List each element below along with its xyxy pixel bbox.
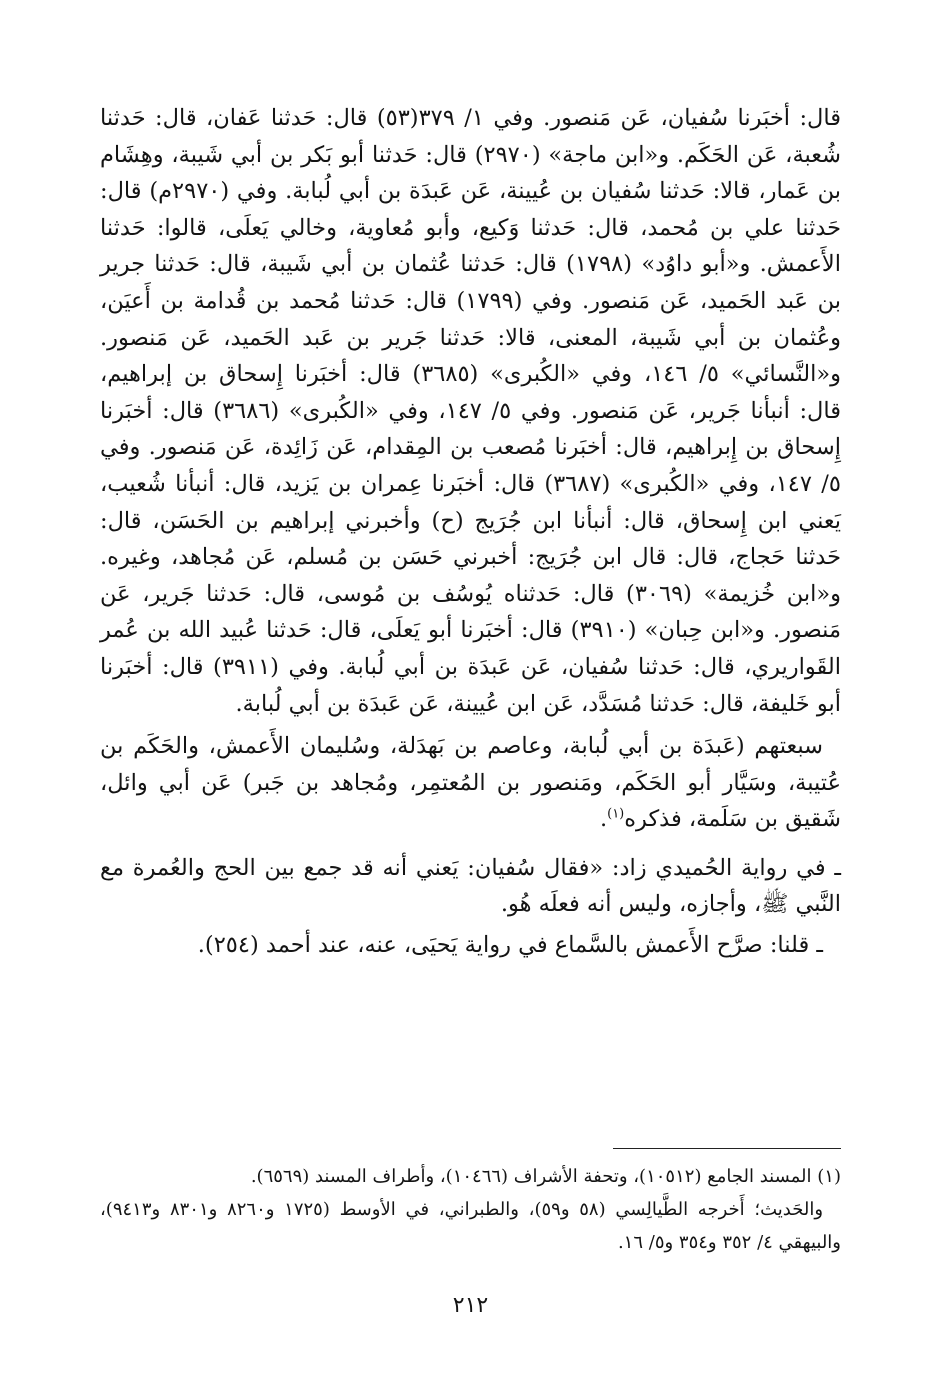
note-humaydi: ـ في رواية الحُميدي زاد: «فقال سُفيان: يَعني أنه قد جمع بين الحج والعُمرة مع النَّبي ﷺ، وأجازه، وليس أنه فعلَه هُو. — [100, 854, 841, 918]
summary-text: سبعتهم (عَبدَة بن أبي لُبابة، وعاصم بن بَهدَلة، وسُليمان الأَعمش، والحَكَم بن عُتيبة، وسَيَّار أبو الحَكَم، ومَنصور بن المُعتمِر، ومُجاهد بن جَبر) عَن أبي وائل، شَقيق بن سَلَمة، فذكره — [100, 733, 841, 833]
page-number: ٢١٢ — [452, 1293, 489, 1318]
footnote-1: (١) المسند الجامع (١٠٥١٢)، وتحفة الأشراف (١٠٤٦٦)، وأطراف المسند (٦٥٦٩). — [250, 1166, 841, 1187]
summary-paragraph: سبعتهم (عَبدَة بن أبي لُبابة، وعاصم بن بَهدَلة، وسُليمان الأَعمش، والحَكَم بن عُتيبة، وسَيَّار أبو الحَكَم، ومَنصور بن المُعتمِر، ومُجاهد بن جَبر) عَن أبي وائل، شَقيق بن سَلَمة، فذكره$^{(١)}$. — [100, 733, 841, 833]
note-amash: ـ قلنا: صرَّح الأَعمش بالسَّماع في رواية يَحيَى، عنه، عند أحمد (٢٥٤). — [197, 932, 823, 959]
footnote-2: والحَديث؛ أَخرجه الطَّيالِسي (٥٨ و٥٩)، والطبراني، في الأوسط (١٧٢٥ و٨٢٦٠ و٨٣٠١ و٩٤١٣)، والبيهقي ٤/ ٣٥٢ و٣٥٤ و٥/ ١٦. — [100, 1199, 841, 1253]
page-body — [100, 100, 841, 964]
footnote-marker: (١) — [607, 806, 625, 822]
main-paragraph: قال: أخبَرنا سُفيان، عَن مَنصور. وفي ١/ ٣٧٩(٥٣) قال: حَدثنا عَفان، قال: حَدثنا شُعبة، عَن الحَكَم. و«ابن ماجة» (٢٩٧٠) قال: حَدثنا أبو بَكر بن أبي شَيبة، وهِشَام بن عَمار، قالا: حَدثنا سُفيان بن عُيينة، عَن عَبدَة بن أبي لُبابة. وفي (٢٩٧٠م) قال: حَدثنا علي بن مُحمد، قال: حَدثنا وَكيع، وأبو مُعاوية، وخالي يَعلَى، قالوا: حَدثنا الأَعمش. و«أبو داوُد» (١٧٩٨) قال: حَدثنا عُثمان بن أبي شَيبة، قال: حَدثنا جرير بن عَبد الحَميد، عَن مَنصور. وفي (١٧٩٩) قال: حَدثنا مُحمد بن قُدامة بن أَعيَن، وعُثمان بن أبي شَيبة، المعنى، قالا: حَدثنا جَرير بن عَبد الحَميد، عَن مَنصور. و«النَّسائي» ٥/ ١٤٦، وفي «الكُبرى» (٣٦٨٥) قال: أخبَرنا إِسحاق بن إبراهيم، قال: أنبأنا جَرير، عَن مَنصور. وفي ٥/ ١٤٧، وفي «الكُبرى» (٣٦٨٦) قال: أخبَرنا إِسحاق بن إِبراهيم، قال: أخبَرنا مُصعب بن المِقدام، عَن زَائِدة، عَن مَنصور. وفي ٥/ ١٤٧، وفي «الكُبرى» (٣٦٨٧) قال: أخبَرنا عِمران بن يَزيد، قال: أنبأنا شُعيب، يَعني ابن إِسحاق، قال: أنبأنا ابن جُرَيج (ح) وأخبرني إبراهيم بن الحَسَن، قال: حَدثنا حَجاج، قال: قال ابن جُرَيج: أخبرني حَسَن بن مُسلم، عَن مُجاهد، وغيره. و«ابن خُزيمة» (٣٠٦٩) قال: حَدثناه يُوسُف بن مُوسى، قال: حَدثنا جَرير، عَن مَنصور. و«ابن حِبان» (٣٩١٠) قال: أخبَرنا أبو يَعلَى، قال: حَدثنا عُبيد الله بن عُمر القَواريري، قال: حَدثنا سُفيان، عَن عَبدَة بن أبي لُبابة. وفي (٣٩١١) قال: أخبَرنا أبو خَليفة، قال: حَدثنا مُسَدَّد، عَن ابن عُيينة، عَن عَبدَة بن أبي لُبابة. — [100, 105, 842, 717]
footnotes — [100, 1160, 841, 1259]
footnote-divider — [613, 1148, 841, 1149]
